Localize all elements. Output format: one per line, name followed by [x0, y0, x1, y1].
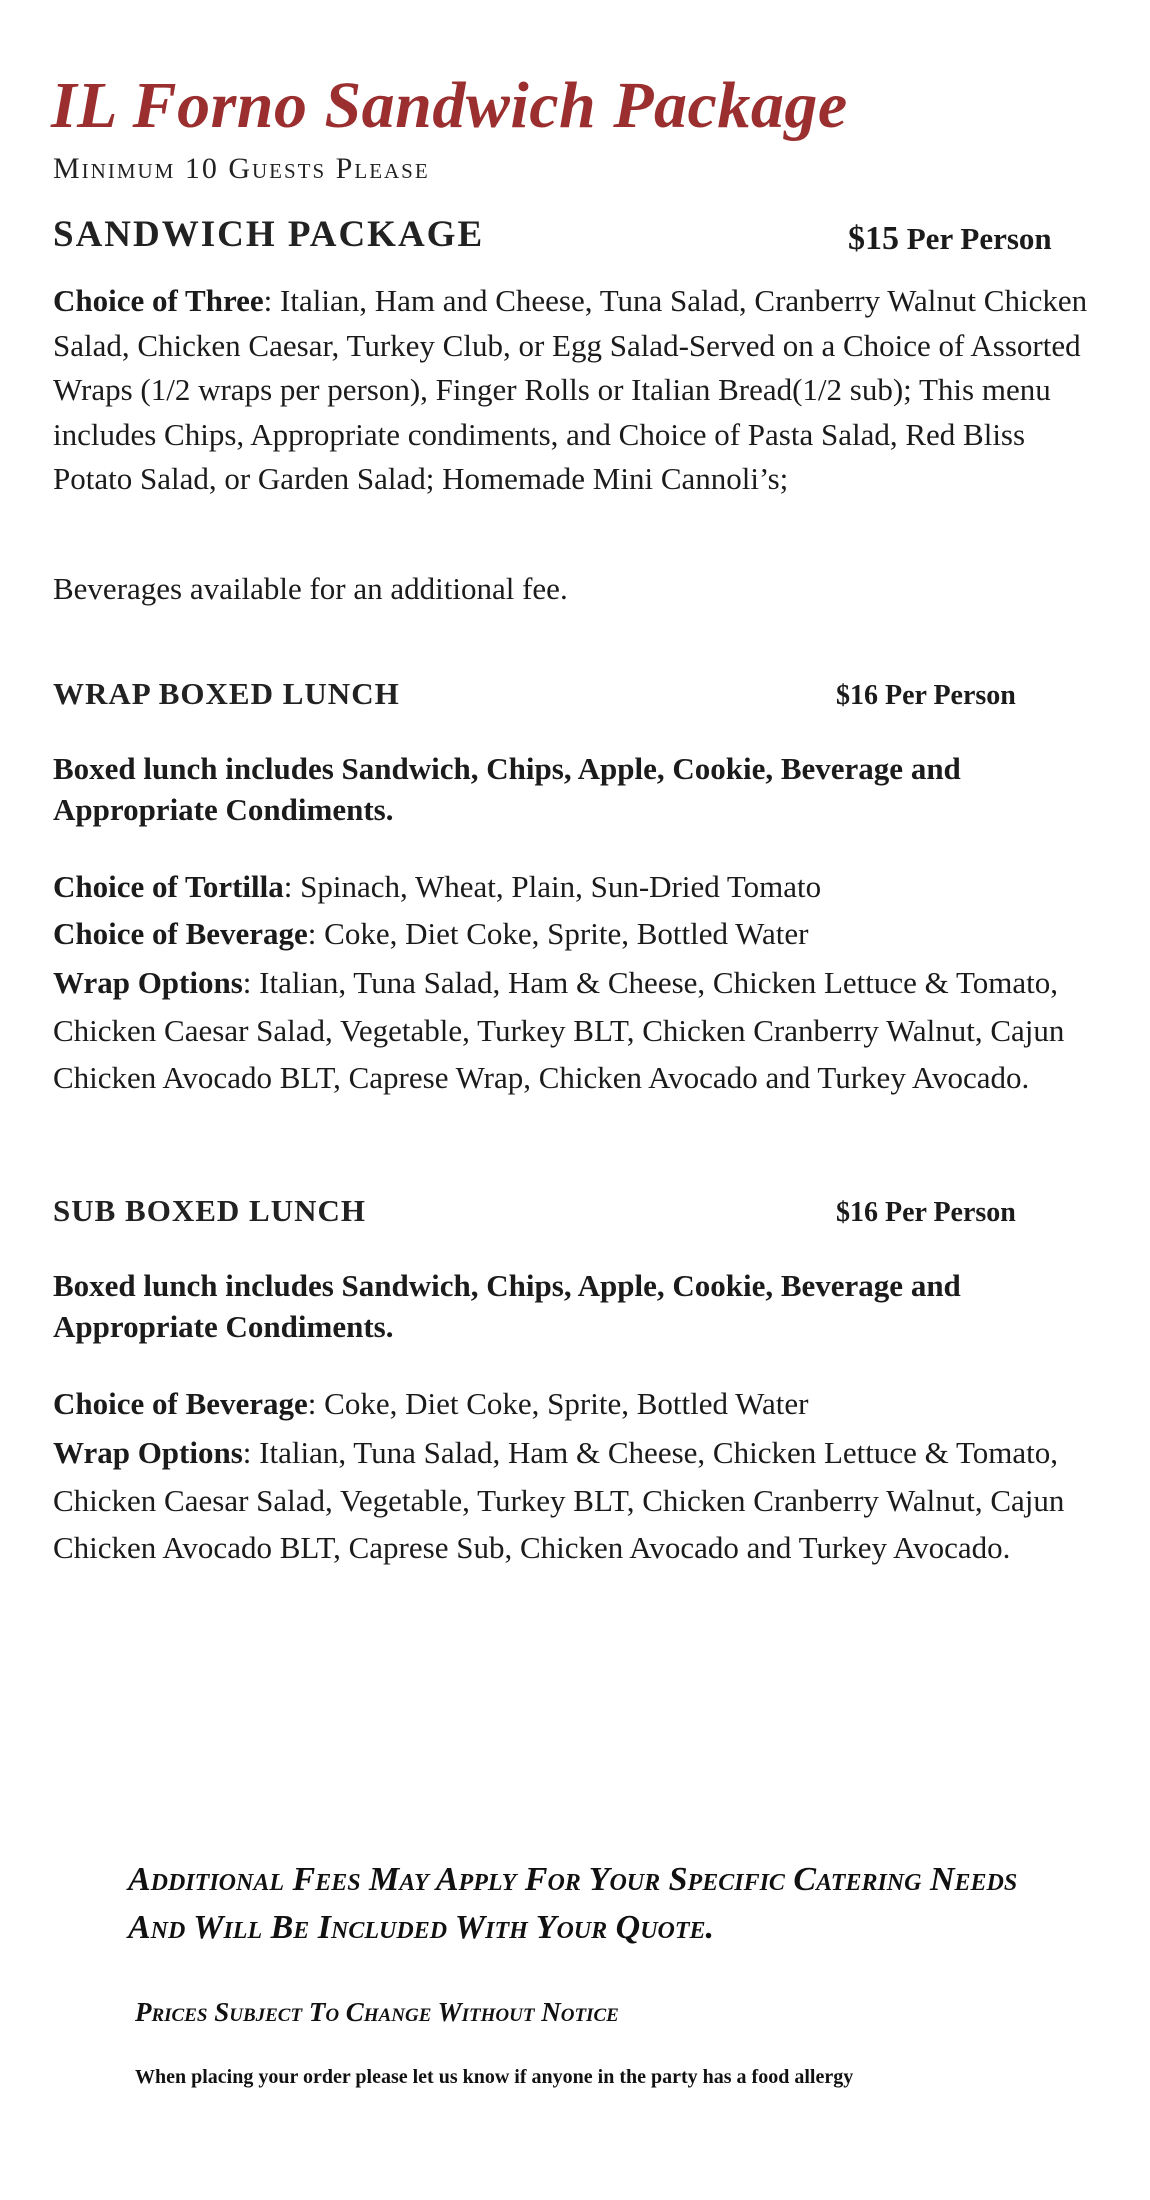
options-label: Wrap Options — [53, 1435, 243, 1470]
tortilla-text: : Spinach, Wheat, Plain, Sun-Dried Tomato — [283, 869, 822, 904]
fees-line: And Will Be Included With Your Quote. — [128, 1909, 715, 1946]
page-subtitle: Minimum 10 Guests Please — [53, 152, 430, 185]
section-price — [848, 220, 1052, 258]
beverage-label: Choice of Beverage — [53, 916, 308, 951]
allergy-notice: When placing your order please let us know if anyone in the party has a food allergy — [135, 2066, 854, 2088]
choice-label: Choice of Three — [53, 283, 264, 318]
beverage-choice — [53, 912, 808, 957]
beverage-choice — [53, 1382, 808, 1427]
choice-text: : Italian, Ham and Cheese, Tuna Salad, Cranberry Walnut Chicken Salad, Chicken Caesar, Turkey Club, or Egg Salad-Served on a Choice of Assorted Wraps (1/2 wraps per person), Finger Rolls or Italian Bread(1/2 sub); This menu includes Chips, Appropriate condiments, and Choice of Pasta Salad, Red Bliss Potato Salad, or Garden Salad; Homemade Mini Cannoli’s; — [53, 283, 1088, 496]
tortilla-choice — [53, 865, 821, 910]
tortilla-label: Choice of Tortilla — [53, 869, 284, 904]
beverage-text: : Coke, Diet Coke, Sprite, Bottled Water — [307, 1386, 809, 1421]
beverage-note: Beverages available for an additional fee. — [53, 571, 568, 606]
fees-notice — [128, 1856, 1128, 1952]
section-price: $16 Per Person — [836, 1197, 1016, 1228]
includes-text: Boxed lunch includes Sandwich, Chips, Apple, Cookie, Beverage and Appropriate Condiments. — [53, 1268, 961, 1344]
section-price: $16 Per Person — [836, 680, 1016, 711]
section-heading: WRAP BOXED LUNCH — [53, 676, 400, 711]
page-title: IL Forno Sandwich Package — [51, 69, 848, 142]
options-label: Wrap Options — [53, 965, 243, 1000]
beverage-text: : Coke, Diet Coke, Sprite, Bottled Water — [307, 916, 809, 951]
price-unit: Per Person — [906, 221, 1052, 256]
section-heading: SANDWICH PACKAGE — [53, 214, 485, 255]
beverage-label: Choice of Beverage — [53, 1386, 308, 1421]
options-text: : Italian, Tuna Salad, Ham & Cheese, Chicken Lettuce & Tomato, Chicken Caesar Salad, Vegetable, Turkey BLT, Chicken Cranberry Walnut, Cajun Chicken Avocado BLT, Caprese Wrap, Chicken Avocado and Turkey Avocado. — [53, 965, 1065, 1095]
prices-notice: Prices Subject To Change Without Notice — [135, 1997, 619, 2027]
price-amount: $15 — [848, 220, 899, 257]
includes-text: Boxed lunch includes Sandwich, Chips, Apple, Cookie, Beverage and Appropriate Condiments. — [53, 751, 961, 827]
section-description — [53, 279, 1103, 502]
fees-line: Additional Fees May Apply For Your Specific Catering Needs — [128, 1861, 1018, 1898]
options-text: : Italian, Tuna Salad, Ham & Cheese, Chicken Lettuce & Tomato, Chicken Caesar Salad, Vegetable, Turkey BLT, Chicken Cranberry Walnut, Cajun Chicken Avocado BLT, Caprese Sub, Chicken Avocado and Turkey Avocado. — [53, 1435, 1065, 1565]
wrap-options — [53, 1429, 1113, 1572]
section-heading: SUB BOXED LUNCH — [53, 1193, 366, 1228]
wrap-options — [53, 959, 1113, 1102]
